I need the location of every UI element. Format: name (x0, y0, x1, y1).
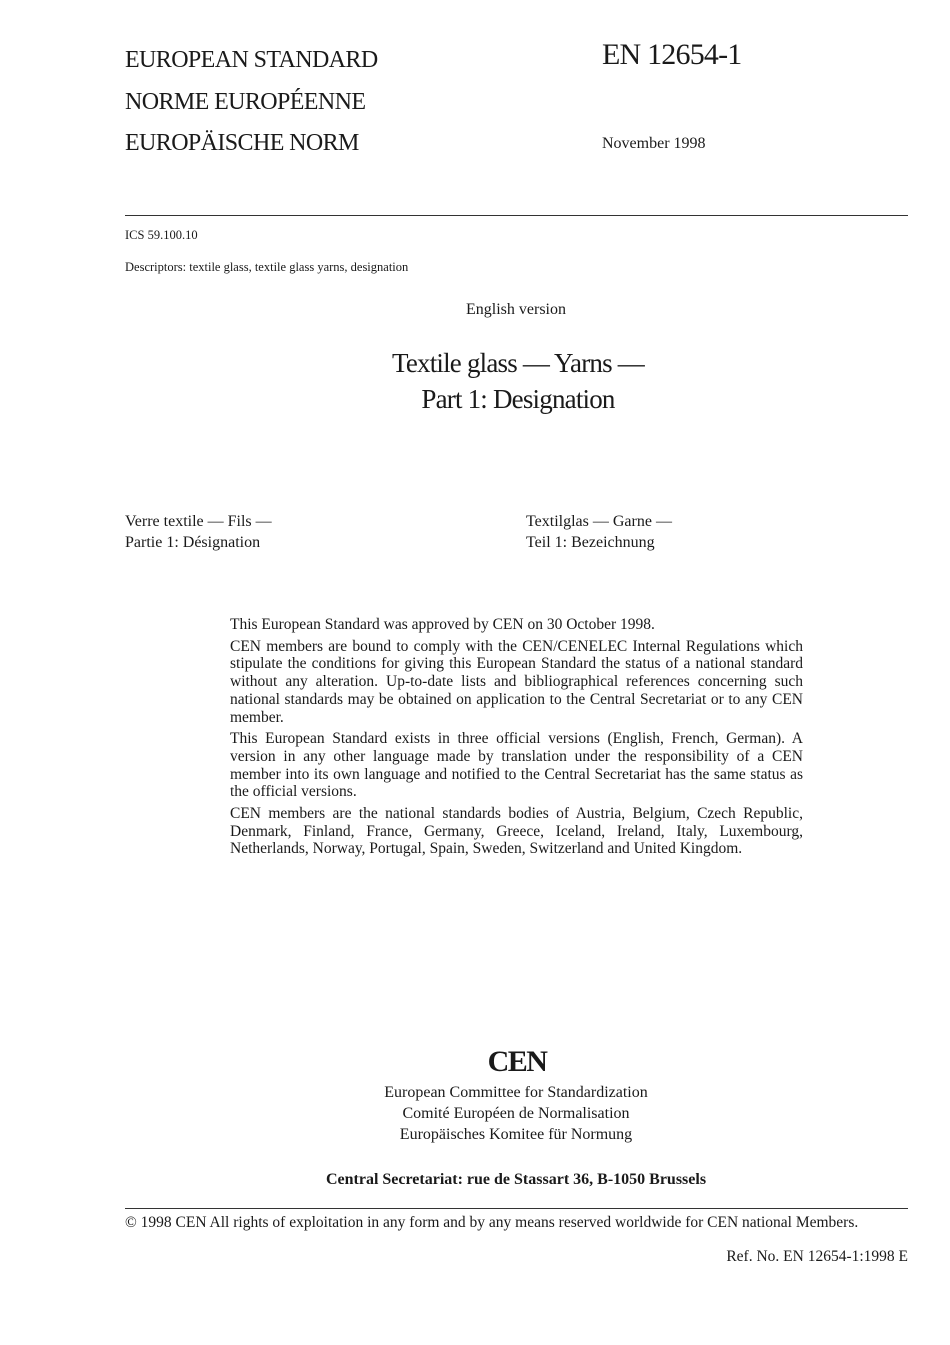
cen-logo: CEN (487, 1045, 547, 1078)
approval-paragraph: This European Standard was approved by CEN on 30 October 1998. (230, 616, 655, 633)
document-title-line-1: Textile glass — Yarns — (392, 348, 644, 378)
approval-notice (230, 616, 803, 862)
document-number: EN 12654-1 (602, 38, 742, 71)
french-title-line-2: Partie 1: Désignation (125, 534, 261, 551)
copyright-notice: © 1998 CEN All rights of exploitation in any form and by any means reserved worldwide for CEN national Members. (125, 1214, 859, 1231)
secretariat-address: Central Secretariat: rue de Stassart 36, B-1050 Brussels (325, 1171, 707, 1188)
standard-name-french: NORME EUROPÉENNE (125, 89, 366, 115)
french-title-line-1: Verre textile — Fils — (125, 513, 272, 530)
committee-name-german: Europäisches Komitee für Normung (399, 1126, 633, 1143)
committee-name-french: Comité Européen de Normalisation (402, 1105, 630, 1122)
members-paragraph: CEN members are the national standards bodies of Austria, Belgium, Czech Republic, Denmark, Finland, France, Germany, Greece, Iceland, Ireland, Italy, Luxembourg, Netherlands, Norway, Portugal, Spain, Sweden, Switzerland and United Kingdom. (230, 805, 803, 858)
publication-date: November 1998 (602, 135, 706, 152)
german-title-line-1: Textilglas — Garne — (526, 513, 672, 530)
standard-name-german: EUROPÄISCHE NORM (125, 130, 359, 156)
committee-name-english: European Committee for Standardization (384, 1084, 648, 1101)
descriptors: Descriptors: textile glass, textile glass yarns, designation (125, 260, 409, 274)
compliance-paragraph: CEN members are bound to comply with the CEN/CENELEC Internal Regulations which stipulate the conditions for giving this European Standard the status of a national standard without any alteration. Up-to-date lists and bibliographical references concerning such national standards may be obtained on application to the Central Secretariat or to any CEN member. (230, 637, 803, 726)
standard-name-english: EUROPEAN STANDARD (125, 47, 378, 73)
ics-code: ICS 59.100.10 (125, 228, 198, 242)
reference-number: Ref. No. EN 12654-1:1998 E (726, 1248, 908, 1265)
document-title-line-2: Part 1: Designation (421, 384, 615, 414)
language-version: English version (466, 301, 566, 318)
footer-divider (125, 1208, 908, 1209)
german-title-line-2: Teil 1: Bezeichnung (526, 534, 655, 551)
header-divider (125, 215, 908, 216)
versions-paragraph: This European Standard exists in three official versions (English, French, German). A version in any other language made by translation under the responsibility of a CEN member into its own language and notified to the Central Secretariat has the same status as the official versions. (230, 730, 803, 801)
